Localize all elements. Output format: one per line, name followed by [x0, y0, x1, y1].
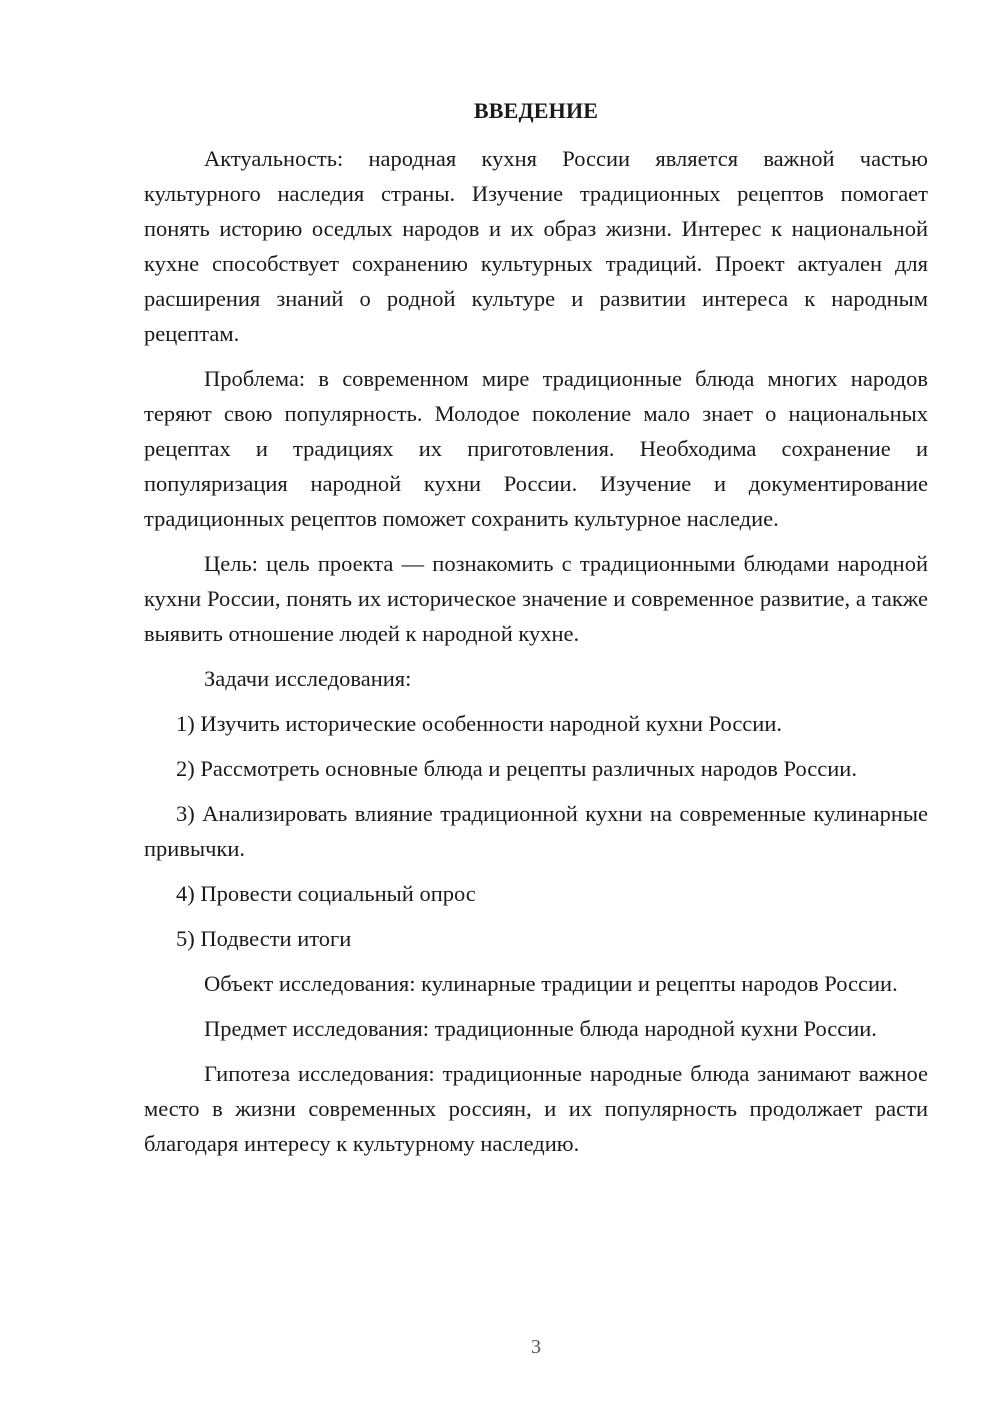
paragraph-problem: Проблема: в современном мире традиционные блюда многих народов теряют свою популярность. Молодое поколение мало знает о национальных рецептах и традициях их приготовления. Необходима сохранение и популяризация народной кухни России. Изучение и документирование традиционных рецептов поможет сохранить культурное наследие.: [144, 366, 928, 531]
paragraph-object: Объект исследования: кулинарные традиции и рецепты народов России.: [204, 971, 898, 996]
list-item-task-5: 5) Подвести итоги: [176, 926, 352, 951]
paragraph-relevance: Актуальность: народная кухня России является важной частью культурного наследия страны. Изучение традиционных рецептов помогает понять историю оседлых народов и их образ жизни. Интерес к национальной кухне способствует сохранению культурных традиций. Проект актуален для расширения знаний о родной культуре и развитии интереса к народным рецептам.: [144, 146, 928, 346]
page-number: 3: [531, 1336, 541, 1358]
paragraph-tasks-heading: Задачи исследования:: [204, 666, 412, 691]
list-item-task-2: 2) Рассмотреть основные блюда и рецепты различных народов России.: [176, 756, 857, 781]
document-body: [144, 141, 928, 1171]
page-title: ВВЕДЕНИЕ: [473, 98, 599, 123]
list-item-task-4: 4) Провести социальный опрос: [176, 881, 476, 906]
list-item-task-1: 1) Изучить исторические особенности народной кухни России.: [176, 711, 783, 736]
paragraph-subject: Предмет исследования: традиционные блюда народной кухни России.: [204, 1016, 877, 1041]
paragraph-hypothesis: Гипотеза исследования: традиционные народные блюда занимают важное место в жизни современных россиян, и их популярность продолжает расти благодаря интересу к культурному наследию.: [144, 1061, 928, 1156]
paragraph-goal: Цель: цель проекта — познакомить с традиционными блюдами народной кухни России, понять их историческое значение и современное развитие, а также выявить отношение людей к народной кухне.: [144, 551, 928, 646]
list-item-task-3: 3) Анализировать влияние традиционной кухни на современные кулинарные привычки.: [144, 801, 928, 861]
